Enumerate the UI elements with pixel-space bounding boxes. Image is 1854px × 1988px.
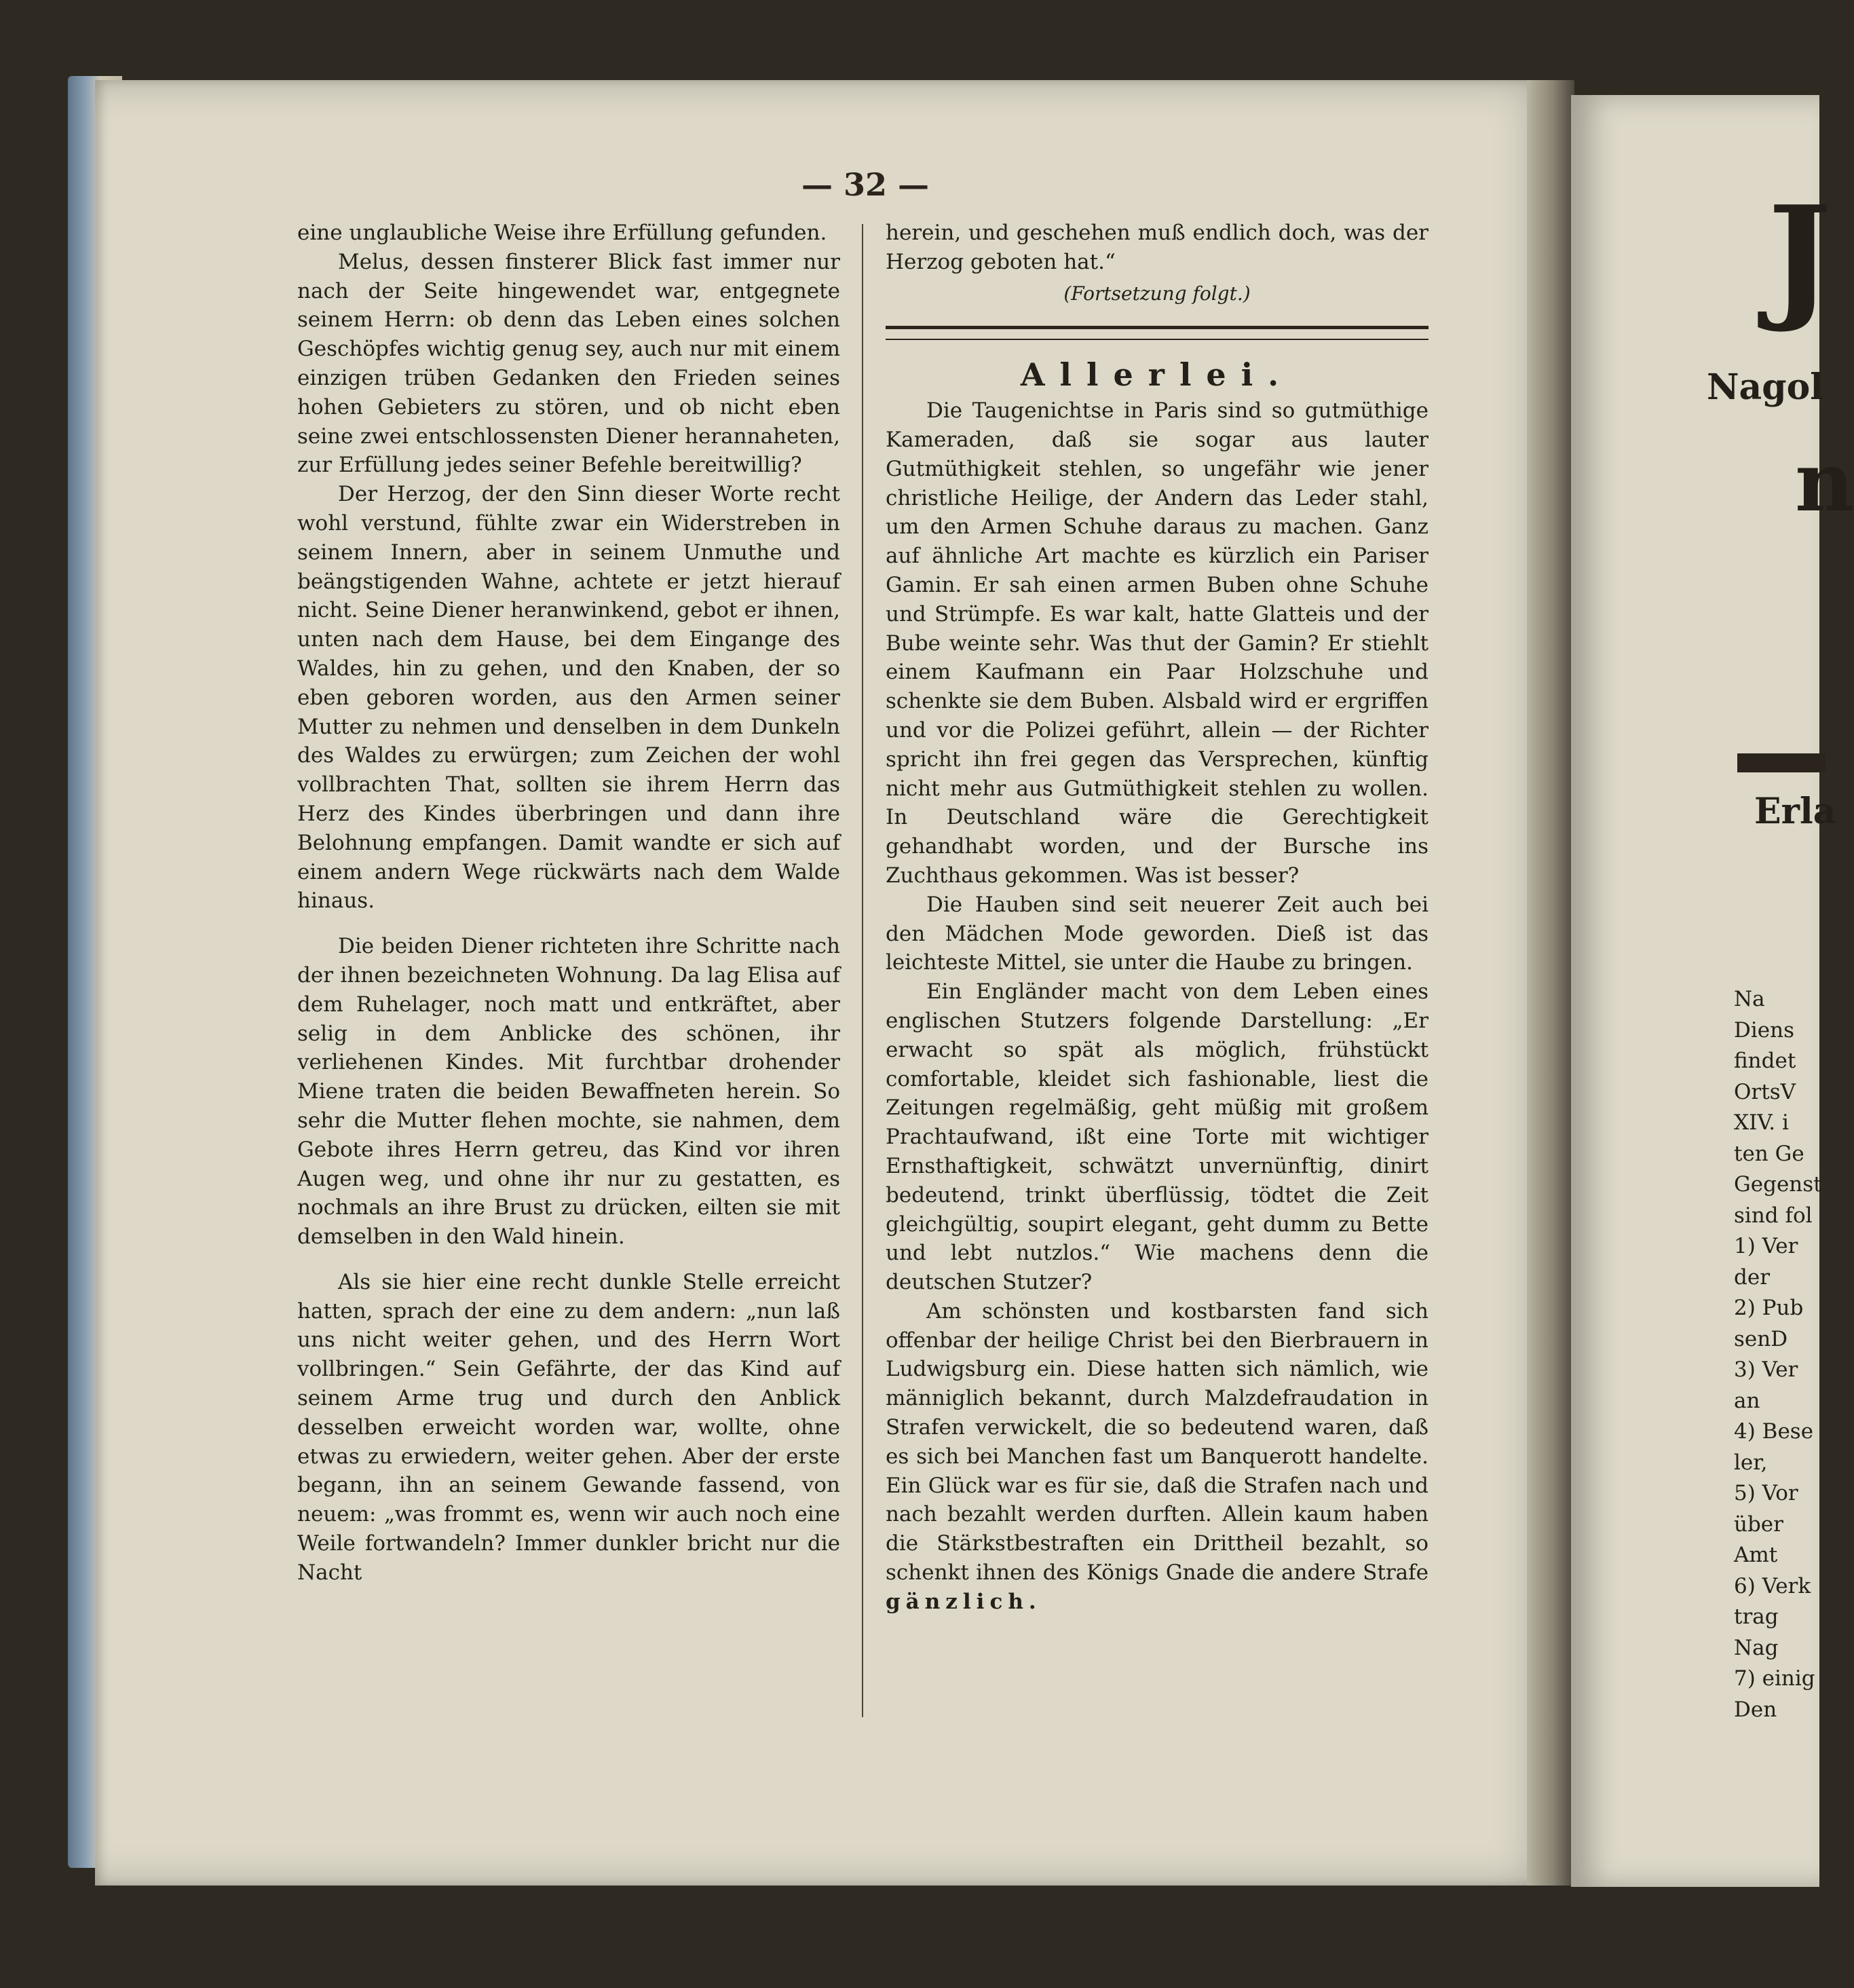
line-fragment: OrtsV xyxy=(1734,1079,1796,1104)
left-text-column xyxy=(297,219,840,1588)
paragraph-diener: Die beiden Diener richteten ihre Schritte nach der ihnen bezeichneten Wohnung. Da lag Elisa auf dem Ruhelager, noch matt und entkräftet, aber selig in dem Anblicke des schönen, ihr verliehenen Kindes. Mit furchtbar drohender Miene traten die beiden Bewaffneten herein. So sehr die Mutter flehen mochte, sie nahmen, dem Gebote ihres Herrn getreu, das Kind vor ihren Augen weg, und ohne ihr nur zu gestatten, es nochmals an ihre Brust zu drücken, eilten sie mit demselben in den Wald hinein. xyxy=(297,934,840,1250)
page-number: — 32 — xyxy=(801,166,930,203)
line-fragment: findet xyxy=(1734,1049,1796,1073)
line-fragment: Den xyxy=(1734,1697,1777,1722)
line-fragment: der xyxy=(1734,1264,1771,1290)
line-fragment: 5) Vor xyxy=(1734,1481,1798,1505)
line-fragment: sind fol xyxy=(1734,1203,1813,1228)
line-fragment: Amt xyxy=(1734,1543,1778,1567)
line-fragment: 3) Ver xyxy=(1734,1357,1798,1382)
line-fragment: 6) Verk xyxy=(1734,1573,1811,1598)
line-fragment: 2) Pub xyxy=(1734,1296,1804,1320)
paragraph-stutzer: Ein Engländer macht von dem Leben eines englischen Stutzers folgende Darstellung: „Er erwacht so spät als möglich, frühstückt comfortable, kleidet sich fashionable, liest die Zeitungen regelmäßig, geht müßig mit großem Prachtaufwand, ißt eine Torte mit wichtiger Ernsthaftigkeit, schwätzt unvernünftig, dinirt bedeutend, trinkt überflüssig, tödtet die Zeit gleichgültig, soupirt elegant, geht dumm zu Bette und lebt nutzlos.“ Wie machens denn die deutschen Stutzer? xyxy=(886,979,1429,1295)
paragraph-herzog: Der Herzog, der den Sinn dieser Worte recht wohl verstund, fühlte zwar ein Widerstreben in seinem Innern, aber in seinem Unmuthe und beängstigenden Wahne, achtete er jetzt hierauf nicht. Seine Diener heranwinkend, gebot er ihnen, unten nach dem Hause, bei dem Eingange des Waldes, hin zu gehen, und den Knaben, der so eben geboren worden, aus den Armen seiner Mutter zu nehmen und denselben in dem Dunkeln des Waldes zu erwürgen; zum Zeichen der wohl vollbrachten That, sollten sie ihrem Herrn das Herz des Kindes überbringen und dann ihre Belohnung empfangen. Damit wandte er sich auf einem andern Wege rückwärts nach dem Walde hinaus. xyxy=(297,482,840,914)
line-fragment: an xyxy=(1734,1388,1760,1413)
right-page-lines xyxy=(1734,984,1822,1725)
paragraph-taugenichtse: Die Taugenichtse in Paris sind so gutmüthige Kameraden, daß sie sogar aus lauter Gutmüthigkeit stehlen, so ungefähr wie jener christliche Heilige, der Andern das Leder stahl, um den Armen Schuhe daraus zu machen. Ganz auf ähnliche Art machte es kürzlich ein Pariser Gamin. Er sah einen armen Buben ohne Schuhe und Strümpfe. Es war kalt, hatte Glatteis und der Bube weinte sehr. Was thut der Gamin? Er stiehlt einem Kaufmann ein Paar Holzschuhe und schenkte sie dem Buben. Alsbald wird er ergriffen und vor die Polizei geführt, allein — der Richter spricht ihn frei gegen das Versprechen, künftig nicht mehr aus Gutmüthigkeit stehlen zu wollen. In Deutschland wäre die Gerechtigkeit gehandhabt worden, und der Bursche ins Zuchthaus gekommen. Was ist besser? xyxy=(886,398,1429,888)
right-page xyxy=(1571,95,1854,1887)
emphasized-word: gänzlich. xyxy=(886,1589,1042,1614)
line-fragment: XIV. i xyxy=(1734,1110,1789,1135)
heading-rule xyxy=(1737,753,1825,772)
column-divider xyxy=(862,224,863,1717)
book-gutter xyxy=(1527,80,1574,1886)
section-rule xyxy=(886,326,1429,340)
line-fragment: Nag xyxy=(1734,1635,1779,1660)
line-fragment: 4) Bese xyxy=(1734,1419,1814,1444)
line-fragment: 1) Ver xyxy=(1734,1234,1798,1258)
story-ending: herein, und geschehen muß endlich doch, was der Herzog geboten hat.“ xyxy=(886,221,1429,274)
line-fragment: 7) einig xyxy=(1734,1666,1815,1691)
line-fragment: Na xyxy=(1734,987,1765,1011)
line-fragment: trag xyxy=(1734,1605,1779,1629)
line-fragment: ler, xyxy=(1734,1450,1768,1475)
paragraph-melus: Melus, dessen finsterer Blick fast immer nur nach der Seite hingewendet war, entgegnete seinem Herrn: ob denn das Leben eines solchen Geschöpfes wichtig genug sey, auch nur mit einem einzigen trüben Gedanken den Frieden seines hohen Gebieters zu stören, und ob nicht eben seine zwei entschlossensten Diener herannaheten, zur Erfüllung jedes seiner Befehle bereitwillig? xyxy=(297,249,840,478)
section-title: Allerlei. xyxy=(1020,356,1294,394)
paragraph-hauben: Die Hauben sind seit neuerer Zeit auch bei den Mädchen Mode geworden. Dieß ist das leichteste Mittel, sie unter die Haube zu bringen. xyxy=(886,892,1429,975)
bierbrauer-text: Am schönsten und kostbarsten fand sich offenbar der heilige Christ bei den Bierbrauern in Ludwigsburg ein. Diese hatten sich nämlich, wie männiglich bekannt, durch Malzdefraudation in Strafen verwickelt, die so bedeutend waren, daß es sich bei Manchen fast um Banquerott handelte. Ein Glück war es für sie, daß die Strafen nach und nach bezahlt werden durften. Allein kaum haben die Stärkstbestraften ein Drittheil bezahlt, so schenkt ihnen des Königs Gnade die andere Strafe xyxy=(886,1298,1429,1586)
masthead-letter: n xyxy=(1795,434,1854,530)
masthead-initial: J xyxy=(1768,176,1832,336)
paragraph-bierbrauer xyxy=(886,1297,1429,1617)
line-fragment: über xyxy=(1734,1512,1783,1537)
right-text-column xyxy=(886,219,1429,1617)
line-fragment: Gegenst xyxy=(1734,1172,1822,1197)
line-fragment: senD xyxy=(1734,1326,1788,1351)
line-fragment: ten Ge xyxy=(1734,1141,1804,1166)
paragraph-continuation: eine unglaubliche Weise ihre Erfüllung gefunden. xyxy=(297,221,827,245)
continued-note: (Fortsetzung folgt.) xyxy=(1063,282,1251,305)
paragraph-stelle: Als sie hier eine recht dunkle Stelle erreicht hatten, sprach der eine zu dem andern: „nun laß uns nicht weiter gehen, und des Herrn Wort vollbringen.“ Sein Gefährte, der das Kind auf seinem Arme trug und durch den Anblick desselben erweicht worden war, wollte, ohne etwas zu erwiedern, weiter gehen. Aber der erste begann, ihn an seinem Gewande fassend, von neuem: „was frommt es, wenn wir auch noch eine Weile fortwandeln? Immer dunkler bricht nur die Nacht xyxy=(297,1269,840,1585)
line-fragment: Diens xyxy=(1734,1017,1794,1043)
right-page-heading: Erla xyxy=(1754,791,1836,832)
masthead-place: Nagol xyxy=(1707,367,1824,408)
